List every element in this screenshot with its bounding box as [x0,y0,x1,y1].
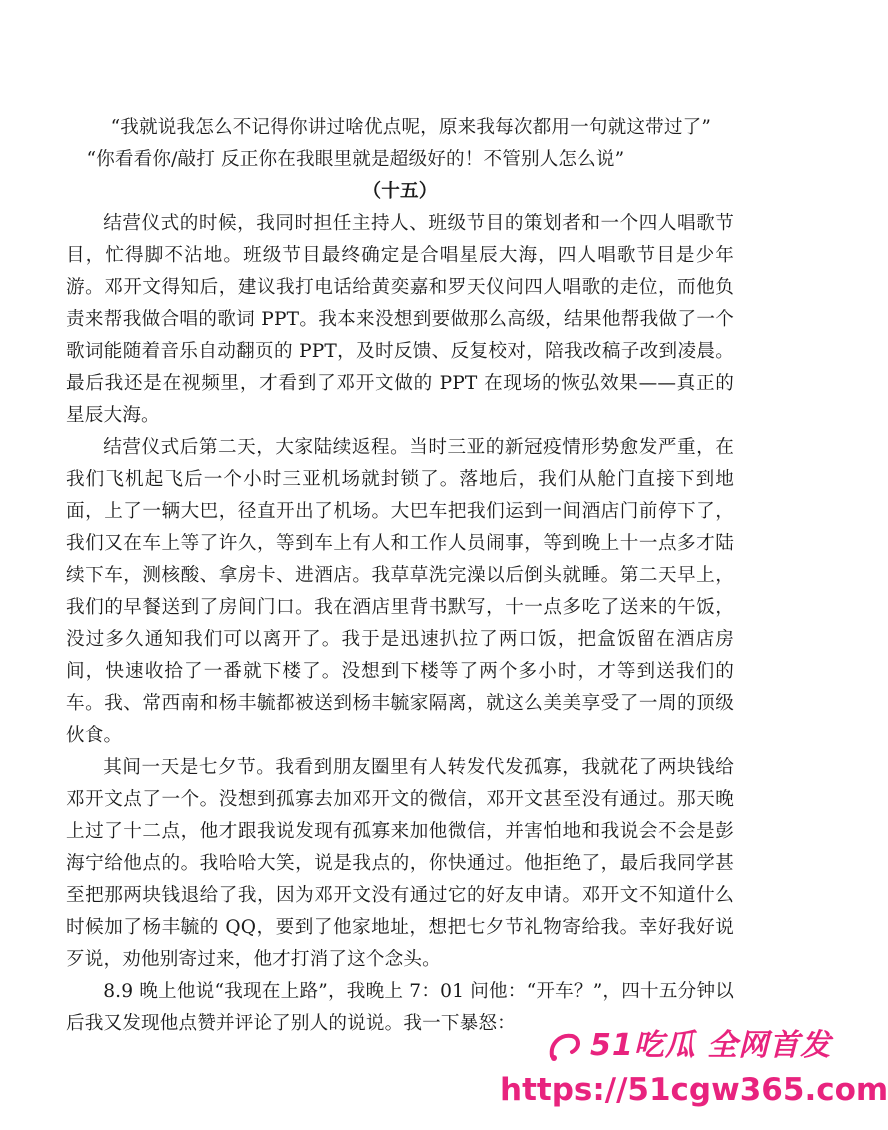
section-heading: （十五） [362,181,438,202]
watermark-swirl-icon [548,1030,582,1064]
watermark [500,1010,888,1130]
paragraph-graduation: 结营仪式的时候，我同时担任主持人、班级节目的策划者和一个四人唱歌节目，忙得脚不沾地。班级节目最终确定是合唱星辰大海，四人唱歌节目是少年游。邓开文得知后，建议我打电话给黄奕嘉和罗天仪问四人唱歌的走位，而他负责来帮我做合唱的歌词 PPT。我本来没想到要做那么高级，结果他帮我做了一个歌词能随着音乐自动翻页的 PPT，及时反馈、反复校对，陪我改稿子改到凌晨。最后我还是在视频里，才看到了邓开文做的 PPT 在现场的恢弘效果——真正的星辰大海。 [66,213,734,426]
paragraph-evening: 8.9 晚上他说“我现在上路”，我晚上 7：01 问他：“开车？”，四十五分钟以后我又发现他点赞并评论了别人的说说。我一下暴怒： [66,981,734,1034]
quote-line-1: “我就说我怎么不记得你讲过啥优点呢，原来我每次都用一句就这带过了” [110,117,711,138]
watermark-url: https://51cgw365.com [500,1072,888,1108]
paragraph-return: 结营仪式后第二天，大家陆续返程。当时三亚的新冠疫情形势愈发严重，在我们飞机起飞后一个小时三亚机场就封锁了。落地后，我们从舱门直接下到地面，上了一辆大巴，径直开出了机场。大巴车把我们运到一间酒店门前停下了，我们又在车上等了许久，等到车上有人和工作人员闹事，等到晚上十一点多才陆续下车，测核酸、拿房卡、进酒店。我草草洗完澡以后倒头就睡。第二天早上，我们的早餐送到了房间门口。我在酒店里背书默写，十一点多吃了送来的午饭，没过多久通知我们可以离开了。我于是迅速扒拉了两口饭，把盒饭留在酒店房间，快速收拾了一番就下楼了。没想到下楼等了两个多小时，才等到送我们的车。我、常西南和杨丰毓都被送到杨丰毓家隔离，就这么美美享受了一周的顶级伙食。 [66,437,734,746]
quote-line-2: “你看看你/敲打 反正你在我眼里就是超级好的！不管别人怎么说” [86,149,625,170]
document-body [66,112,734,1040]
watermark-logo: 51吃瓜 全网首发 [590,1028,832,1063]
paragraph-qixi: 其间一天是七夕节。我看到朋友圈里有人转发代发孤寡，我就花了两块钱给邓开文点了一个。没想到孤寡去加邓开文的微信，邓开文甚至没有通过。那天晚上过了十二点，他才跟我说发现有孤寡来加他微信，并害怕地和我说会不会是彭海宁给他点的。我哈哈大笑，说是我点的，你快通过。他拒绝了，最后我同学甚至把那两块钱退给了我，因为邓开文没有通过它的好友申请。邓开文不知道什么时候加了杨丰毓的 QQ，要到了他家地址，想把七夕节礼物寄给我。幸好我好说歹说，劝他别寄过来，他才打消了这个念头。 [66,757,734,970]
